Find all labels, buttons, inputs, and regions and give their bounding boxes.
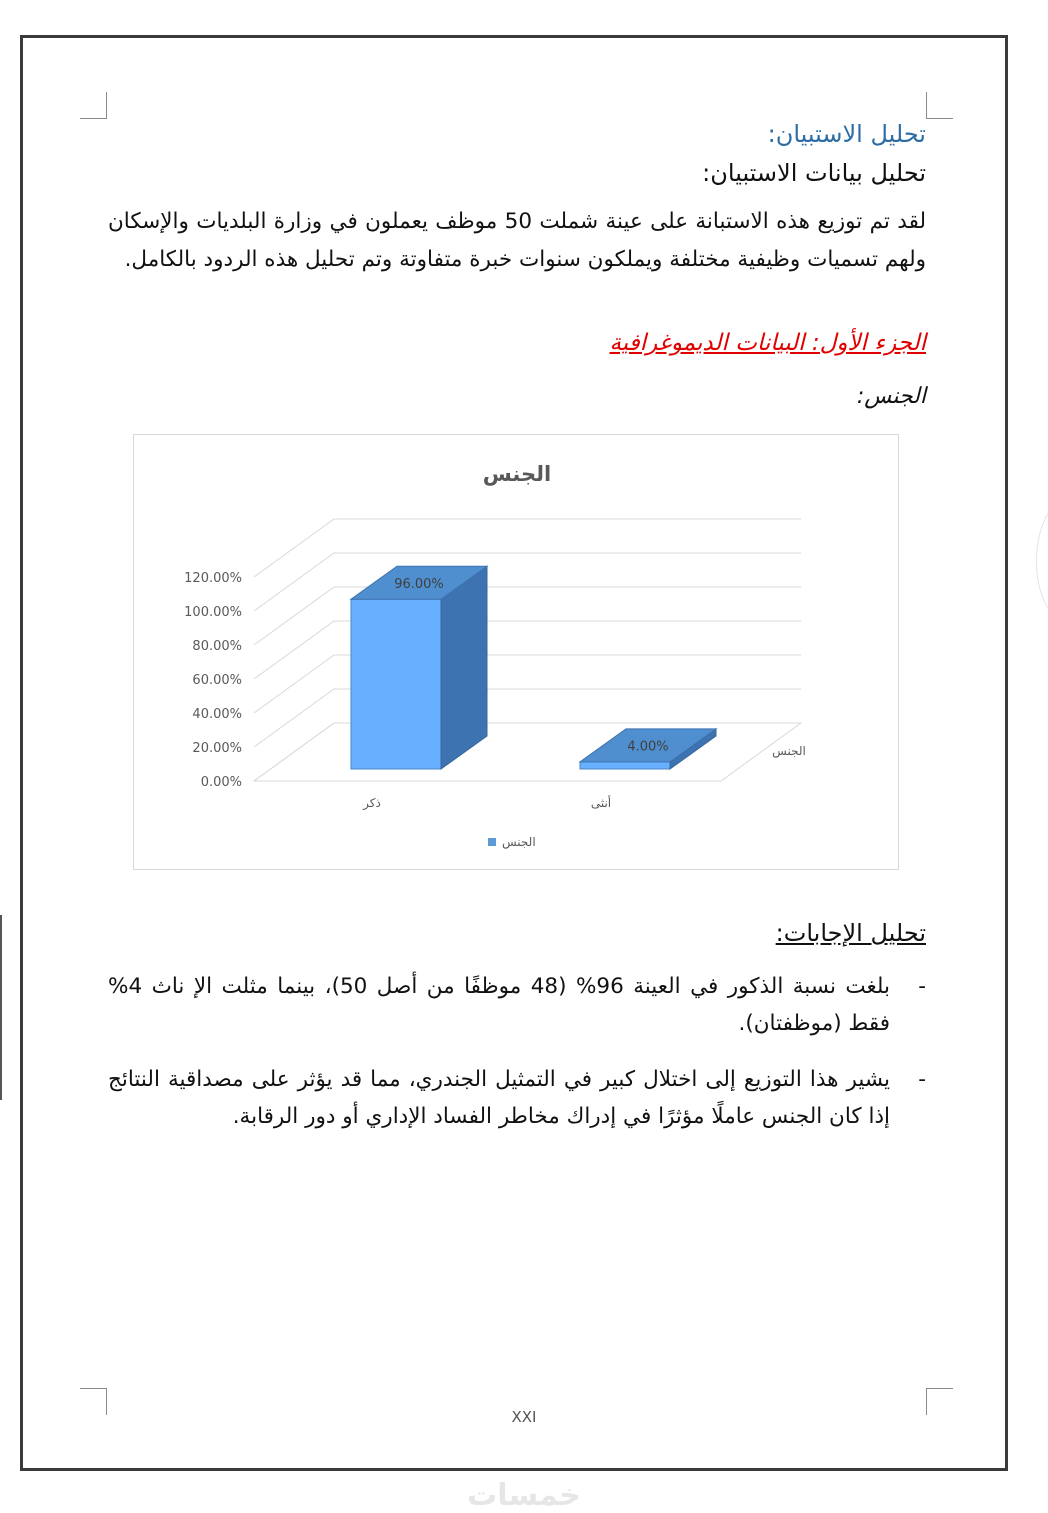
bar-front-face xyxy=(580,762,670,769)
heading-questionnaire-analysis: تحليل الاستبيان: xyxy=(767,120,926,148)
crop-mark-top-right xyxy=(926,92,953,119)
bullet-text: يشير هذا التوزيع إلى اختلال كبير في التمثيل الجندري، مما قد يؤثر على مصداقية النتائج إذا كان الجنس عاملًا مؤثرًا في إدراك مخاطر الفساد الإداري أو دور الرقابة. xyxy=(108,1067,890,1129)
bullet-text: بلغت نسبة الذكور في العينة 96% (48 موظفًا من أصل 50)، بينما مثلت الإ ناث 4% فقط (موظفتان). xyxy=(108,974,890,1036)
gridline xyxy=(254,655,801,713)
gender-chart xyxy=(133,434,899,870)
bullet-dash: - xyxy=(918,974,926,999)
bar-1 xyxy=(351,566,487,769)
bullet-item-2 xyxy=(108,1061,926,1135)
section-title-demographics: الجزء الأول: البيانات الديموغرافية xyxy=(609,330,926,356)
y-tick-label: 60.00% xyxy=(192,673,242,688)
heading-questionnaire-data-analysis: تحليل بيانات الاستبيان: xyxy=(702,159,926,187)
gridline xyxy=(254,689,801,747)
chart-grid xyxy=(254,519,801,781)
legend-label: الجنس xyxy=(502,835,536,849)
gender-subheading: الجنس: xyxy=(856,384,926,409)
y-tick-label: 40.00% xyxy=(192,707,242,722)
page-number: XXI xyxy=(511,1408,537,1426)
answers-analysis-heading: تحليل الإجابات: xyxy=(775,919,926,947)
gender-chart-svg xyxy=(134,435,900,871)
gridline xyxy=(254,621,801,679)
bullet-item-1 xyxy=(108,968,926,1042)
left-edge-marker xyxy=(0,915,2,1100)
crop-mark-top-left xyxy=(80,92,107,119)
data-label: 96.00% xyxy=(394,576,444,592)
x-category-label: ذكر xyxy=(363,796,381,810)
chart-floor xyxy=(254,723,801,781)
intro-paragraph: لقد تم توزيع هذه الاستبانة على عينة شملت 50 موظف يعملون في وزارة البلديات والإسكان ولهم تسميات وظيفية مختلفة ويملكون سنوات خبرة متفاوتة وتم تحليل هذه الردود بالكامل. xyxy=(108,209,926,272)
watermark-logo: خمسات xyxy=(467,1478,581,1513)
side-scroll-handle[interactable] xyxy=(1036,500,1048,622)
data-label: 4.00% xyxy=(627,739,669,755)
bar-front-face xyxy=(351,599,441,769)
y-tick-label: 0.00% xyxy=(200,775,242,790)
y-tick-label: 80.00% xyxy=(192,639,242,654)
depth-axis-label: الجنس xyxy=(772,744,806,758)
legend-swatch xyxy=(488,838,496,846)
chart-title: الجنس xyxy=(482,462,552,486)
gridline xyxy=(254,587,801,645)
y-tick-label: 120.00% xyxy=(184,571,242,586)
gridline xyxy=(254,723,801,781)
gridline xyxy=(254,553,801,611)
bullet-dash: - xyxy=(918,1067,926,1092)
bar-side-face xyxy=(441,566,487,769)
y-axis-ticks xyxy=(184,571,242,790)
gridline xyxy=(254,519,801,577)
x-category-label: أنثى xyxy=(590,796,612,810)
y-tick-label: 20.00% xyxy=(192,741,242,756)
y-tick-label: 100.00% xyxy=(184,605,242,620)
